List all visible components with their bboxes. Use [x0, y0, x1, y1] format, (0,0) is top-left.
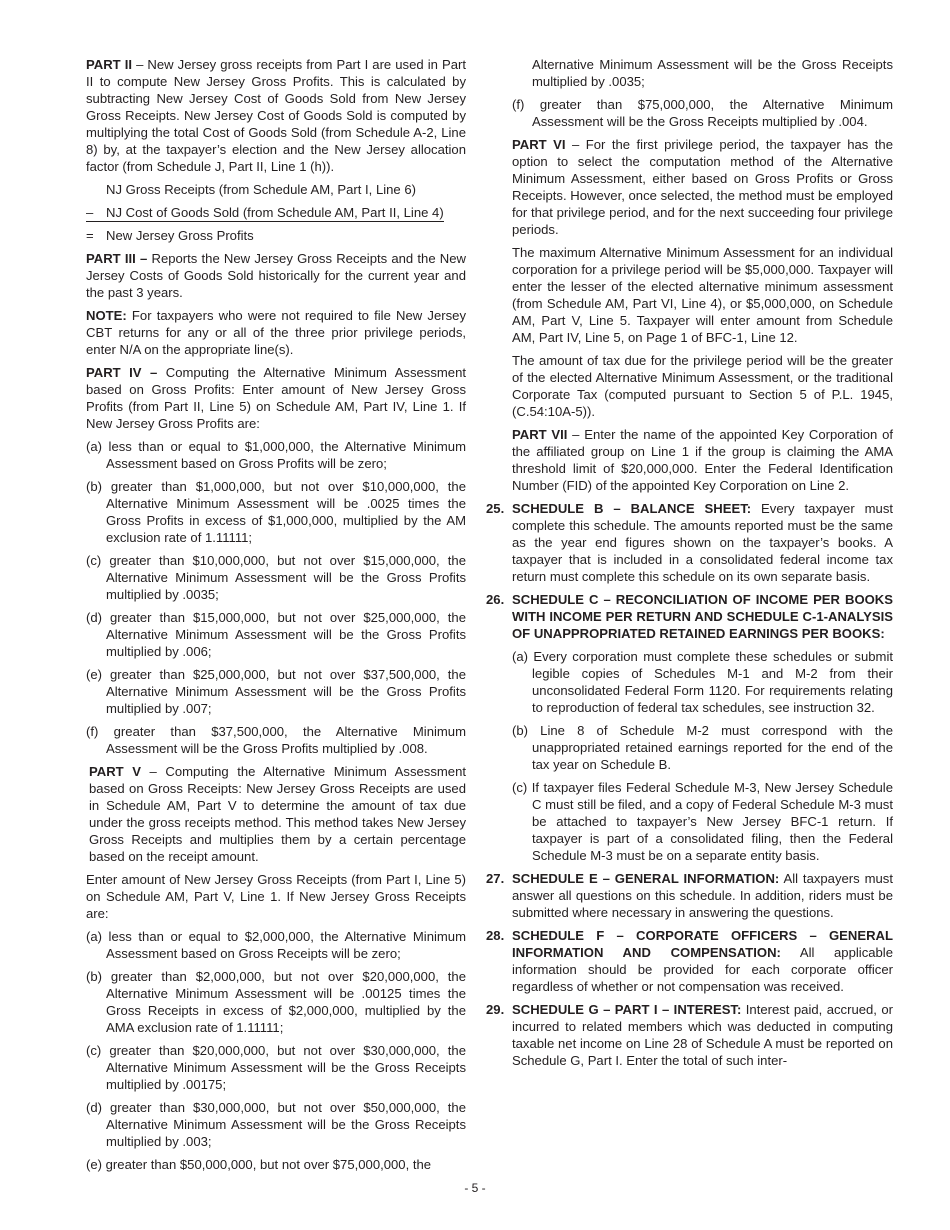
- item-29-number: 29.: [486, 1002, 505, 1017]
- max-assessment-paragraph: The maximum Alternative Minimum Assessment for an individual corporation for a privilege period will be $5,000,000. Taxpayer will enter the lesser of the elected alternative minimum assessment (from Schedule AM, Part VI, Line 4), or $5,000,000, on Schedule AM, Part V, Line 5. Taxpayer will enter amount from Schedule AM, Part IV, Line 5, on Page 1 of BFC-1, Line 12.: [512, 245, 893, 345]
- part5-title: PART V: [89, 764, 141, 779]
- item-27-title: SCHEDULE E – GENERAL INFORMATION:: [512, 871, 780, 886]
- page-number: - 5 -: [464, 1181, 486, 1195]
- part5-item-e-continued: Alternative Minimum Assessment will be the Gross Receipts multiplied by .0035;: [532, 57, 893, 89]
- part4-item-b: (b) greater than $1,000,000, but not over $10,000,000, the Alternative Minimum Assessment will be .0025 times the Gross Profits in excess of $1,000,000, multiplied by the AM exclusion rate of 1.11111;: [86, 479, 466, 545]
- item-26: [486, 591, 893, 864]
- left-column: [86, 56, 466, 1179]
- part4-item-e: (e) greater than $25,000,000, but not over $37,500,000, the Alternative Minimum Assessment will be the Gross Profits multiplied by .007;: [86, 667, 466, 716]
- part4-title: PART IV –: [86, 365, 158, 380]
- item-28-text: All applicable information should be provided for each corporate officer regardless of whether or not compensation was received.: [512, 945, 893, 994]
- item-28-number: 28.: [486, 928, 505, 943]
- part2-text: – New Jersey gross receipts from Part I are used in Part II to compute New Jersey Gross Profits. This is calculated by subtracting New Jersey Cost of Goods Sold from New Jersey Gross Receipts. New Jersey Cost of Goods Sold is computed by multiplying the total Cost of Goods Sold (from Schedule A-2, Line 8) by, at the taxpayer’s election and the New Jersey allocation factor (from Schedule J, Part II, Line 1 (h)).: [86, 57, 466, 174]
- item-28-title: SCHEDULE F – CORPORATE OFFICERS – GENERAL INFORMATION AND COMPENSATION:: [512, 928, 893, 960]
- part5-item-b: (b) greater than $2,000,000, but not over $20,000,000, the Alternative Minimum Assessment will be .00125 times the Gross Receipts in excess of $2,000,000, multiplied by the AMA exclusion rate of 1.11111;: [86, 969, 466, 1035]
- part5-item-a: (a) less than or equal to $2,000,000, the Alternative Minimum Assessment based on Gross Receipts will be zero;: [86, 929, 466, 961]
- item-29-text: Interest paid, accrued, or incurred to related members which was deducted in computing taxable net income on Line 28 of Schedule A must be reported on Schedule G, Part I. Enter the total of such inter-: [512, 1002, 893, 1068]
- part7-text: – Enter the name of the appointed Key Corporation of the affiliated group on Line 1 if the group is claiming the AMA threshold limit of $20,000,000. Enter the Federal Identification Number (FID) of the appointed Key Corporation on Line 2.: [512, 427, 893, 493]
- part7-title: PART VII: [512, 427, 568, 442]
- part4-item-c: (c) greater than $10,000,000, but not over $15,000,000, the Alternative Minimum Assessment will be the Gross Profits multiplied by .0035;: [86, 553, 466, 602]
- part4-paragraph: [86, 364, 466, 432]
- item-26-title: SCHEDULE C – RECONCILIATION OF INCOME PER BOOKS WITH INCOME PER RETURN AND SCHEDULE C-1-ANALYSIS OF UNAPPROPRIATED RETAINED EARNINGS PER BOOKS:: [512, 592, 893, 641]
- note-title: NOTE:: [86, 308, 127, 323]
- part5-item-e: (e) greater than $50,000,000, but not over $75,000,000, the: [86, 1157, 432, 1172]
- item-27-text: All taxpayers must answer all questions on this schedule. In addition, riders must be submitted where necessary in answering the questions.: [512, 871, 893, 920]
- part5-enter-paragraph: Enter amount of New Jersey Gross Receipts (from Part I, Line 5) on Schedule AM, Part V, Line 1. If New Jersey Gross Receipts are:: [86, 872, 466, 921]
- part3-text: Reports the New Jersey Gross Receipts and the New Jersey Costs of Goods Sold historically for the current year and the past 3 years.: [86, 251, 466, 300]
- item-26-sub-c: (c) If taxpayer files Federal Schedule M-3, New Jersey Schedule C must still be filed, and a copy of Federal Schedule M-3 must be attached to taxpayer’s New Jersey BFC-1 return. If taxpayer is part of a consolidated filing, then the Federal Schedule M-3 must be on a separate entity basis.: [512, 780, 893, 863]
- part5-item-c: (c) greater than $20,000,000, but not over $30,000,000, the Alternative Minimum Assessment will be the Gross Receipts multiplied by .00175;: [86, 1043, 466, 1092]
- part6-text: – For the first privilege period, the taxpayer has the option to select the computation method of the Alternative Minimum Assessment, either based on Gross Profits or Gross Receipts. However, once selected, the method must be employed for that privilege period, and for the next succeeding four privilege periods.: [512, 137, 893, 237]
- item-29: [486, 1001, 893, 1069]
- calc-line-gross-receipts: NJ Gross Receipts (from Schedule AM, Part I, Line 6): [106, 182, 416, 197]
- part3-title: PART III –: [86, 251, 148, 266]
- item-28: [486, 927, 893, 995]
- minus-sign: –: [86, 205, 94, 220]
- part4-item-a: (a) less than or equal to $1,000,000, the Alternative Minimum Assessment based on Gross Profits will be zero;: [86, 439, 466, 471]
- item-27: [486, 870, 893, 921]
- equals-sign: =: [86, 228, 94, 243]
- part2-paragraph: [86, 56, 466, 175]
- item-25-text: Every taxpayer must complete this schedule. The amounts reported must be the same as the year end figures shown on the taxpayer’s books. A taxpayer that is included in a consolidated federal income tax return must complete this schedule on its own separate basis.: [512, 501, 893, 584]
- note-text: For taxpayers who were not required to file New Jersey CBT returns for any or all of the three prior privilege periods, enter N/A on the appropriate line(s).: [86, 308, 466, 357]
- part5-item-f: (f) greater than $75,000,000, the Alternative Minimum Assessment will be the Gross Receipts multiplied by .004.: [512, 97, 893, 129]
- calc-line-cost-text: NJ Cost of Goods Sold (from Schedule AM, Part II, Line 4): [106, 205, 444, 220]
- calc-line-cost-of-goods: [86, 204, 466, 221]
- item-29-title: SCHEDULE G – PART I – INTEREST:: [512, 1002, 742, 1017]
- part4-item-f: (f) greater than $37,500,000, the Alternative Minimum Assessment will be the Gross Profits multiplied by .008.: [86, 724, 466, 756]
- item-27-number: 27.: [486, 871, 505, 886]
- note-paragraph: [86, 307, 466, 358]
- part2-title: PART II: [86, 57, 133, 72]
- part7-paragraph: [486, 426, 893, 494]
- calc-line-profits-text: New Jersey Gross Profits: [106, 228, 254, 243]
- part6-title: PART VI: [512, 137, 566, 152]
- item-26-sub-b: (b) Line 8 of Schedule M-2 must correspond with the unappropriated retained earnings reported for the end of the tax year on Schedule B.: [512, 723, 893, 772]
- part6-paragraph: [486, 136, 893, 238]
- item-25-title: SCHEDULE B – BALANCE SHEET:: [512, 501, 752, 516]
- calc-line-gross-profits: [86, 227, 466, 244]
- item-25: [486, 500, 893, 585]
- part4-item-d: (d) greater than $15,000,000, but not over $25,000,000, the Alternative Minimum Assessment will be the Gross Profits multiplied by .006;: [86, 610, 466, 659]
- amount-due-paragraph: The amount of tax due for the privilege period will be the greater of the elected Alternative Minimum Assessment, or the traditional Corporate Tax (computed pursuant to Section 5 of P.L. 1945, (C.54:10A-5)).: [512, 353, 893, 419]
- part5-item-d: (d) greater than $30,000,000, but not over $50,000,000, the Alternative Minimum Assessment will be the Gross Receipts multiplied by .003;: [86, 1100, 466, 1149]
- item-26-number: 26.: [486, 592, 505, 607]
- calc-line-cost-of-goods-underlined: [86, 205, 444, 222]
- part4-text: Computing the Alternative Minimum Assessment based on Gross Profits: Enter amount of New Jersey Gross Profits (from Part II, Line 5) on Schedule AM, Part IV, Line 1. If New Jersey Gross Profits are:: [86, 365, 467, 431]
- part5-paragraph: [86, 763, 466, 865]
- part3-paragraph: [86, 250, 466, 301]
- item-25-number: 25.: [486, 501, 505, 516]
- part5-text: – Computing the Alternative Minimum Assessment based on Gross Receipts: New Jersey Gross Receipts are used in Schedule AM, Part V to determine the amount of tax due under the gross receipts method. This method takes New Jersey Gross Receipts and multiplies them by a certain percentage based on the receipt amount.: [89, 764, 466, 864]
- item-26-sub-a: (a) Every corporation must complete these schedules or submit legible copies of Schedules M-1 and M-2 from their unconsolidated Federal Form 1120. For requirements relating to reproduction of federal tax schedules, see instruction 32.: [512, 649, 893, 715]
- right-column: [486, 56, 893, 1075]
